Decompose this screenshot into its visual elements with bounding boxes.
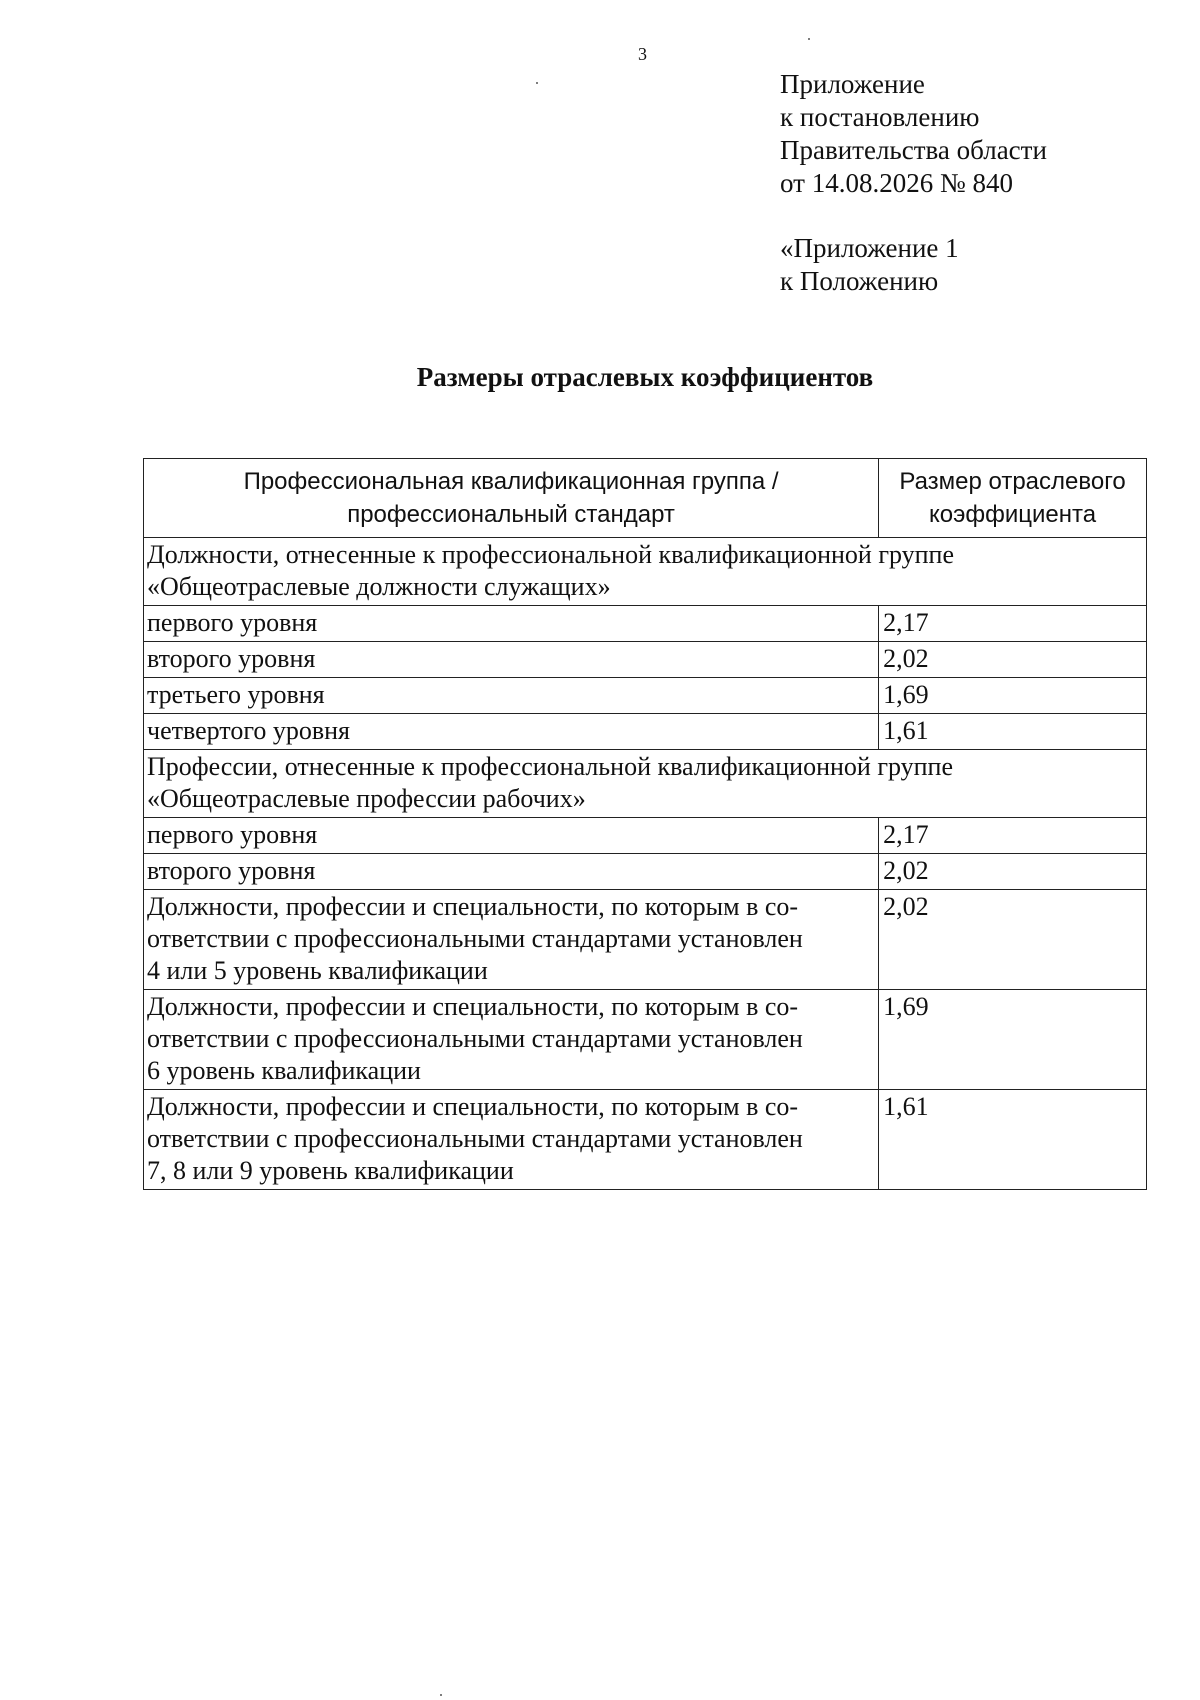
coefficient-value: 2,17 bbox=[879, 818, 1147, 854]
standard-description: Должности, профессии и специальности, по которым в со- ответствии с профессиональными стандартами установлен 4 или 5 уровень квалификации bbox=[144, 890, 879, 990]
coefficient-value: 2,02 bbox=[879, 642, 1147, 678]
table-row bbox=[144, 990, 1147, 1090]
level-label: второго уровня bbox=[144, 854, 879, 890]
table-row bbox=[144, 818, 1147, 854]
coefficient-table bbox=[143, 458, 1147, 1190]
annex-line: к Положению bbox=[780, 266, 939, 296]
coefficient-value: 2,17 bbox=[879, 606, 1147, 642]
table-row bbox=[144, 642, 1147, 678]
table-row bbox=[144, 854, 1147, 890]
table-header-row bbox=[144, 459, 1147, 538]
page-number: 3 bbox=[638, 44, 647, 64]
coefficient-value: 1,69 bbox=[879, 678, 1147, 714]
group-heading: Профессии, отнесенные к профессиональной квалификационной группе «Общеотраслевые профессии рабочих» bbox=[144, 750, 1147, 818]
level-label: первого уровня bbox=[144, 818, 879, 854]
attachment-line: к постановлению bbox=[780, 102, 980, 132]
scan-speck bbox=[440, 1694, 442, 1696]
group-heading: Должности, отнесенные к профессиональной квалификационной группе «Общеотраслевые должности служащих» bbox=[144, 538, 1147, 606]
coefficient-value: 2,02 bbox=[879, 890, 1147, 990]
column-header-group: Профессиональная квалификационная группа / профессиональный стандарт bbox=[144, 459, 879, 538]
table-row bbox=[144, 714, 1147, 750]
level-label: первого уровня bbox=[144, 606, 879, 642]
group-heading-row bbox=[144, 538, 1147, 606]
level-label: третьего уровня bbox=[144, 678, 879, 714]
coefficient-value: 2,02 bbox=[879, 854, 1147, 890]
attachment-line: Правительства области bbox=[780, 135, 1047, 165]
standard-description: Должности, профессии и специальности, по которым в со- ответствии с профессиональными стандартами установлен 7, 8 или 9 уровень квалификации bbox=[144, 1090, 879, 1190]
table-row bbox=[144, 1090, 1147, 1190]
table-row bbox=[144, 890, 1147, 990]
level-label: четвертого уровня bbox=[144, 714, 879, 750]
table-row bbox=[144, 678, 1147, 714]
coefficient-value: 1,61 bbox=[879, 714, 1147, 750]
annex-line: «Приложение 1 bbox=[780, 233, 959, 263]
scan-speck bbox=[808, 38, 810, 40]
level-label: второго уровня bbox=[144, 642, 879, 678]
coefficient-value: 1,69 bbox=[879, 990, 1147, 1090]
document-title: Размеры отраслевых коэффициентов bbox=[416, 362, 874, 392]
attachment-header bbox=[780, 68, 1047, 298]
standard-description: Должности, профессии и специальности, по которым в со- ответствии с профессиональными стандартами установлен 6 уровень квалификации bbox=[144, 990, 879, 1090]
table-row bbox=[144, 606, 1147, 642]
attachment-line: от 14.08.2026 № 840 bbox=[780, 168, 1013, 198]
column-header-coefficient: Размер отраслевого коэффициента bbox=[879, 459, 1147, 538]
coefficient-value: 1,61 bbox=[879, 1090, 1147, 1190]
attachment-line: Приложение bbox=[780, 69, 925, 99]
group-heading-row bbox=[144, 750, 1147, 818]
scan-speck bbox=[536, 82, 538, 84]
